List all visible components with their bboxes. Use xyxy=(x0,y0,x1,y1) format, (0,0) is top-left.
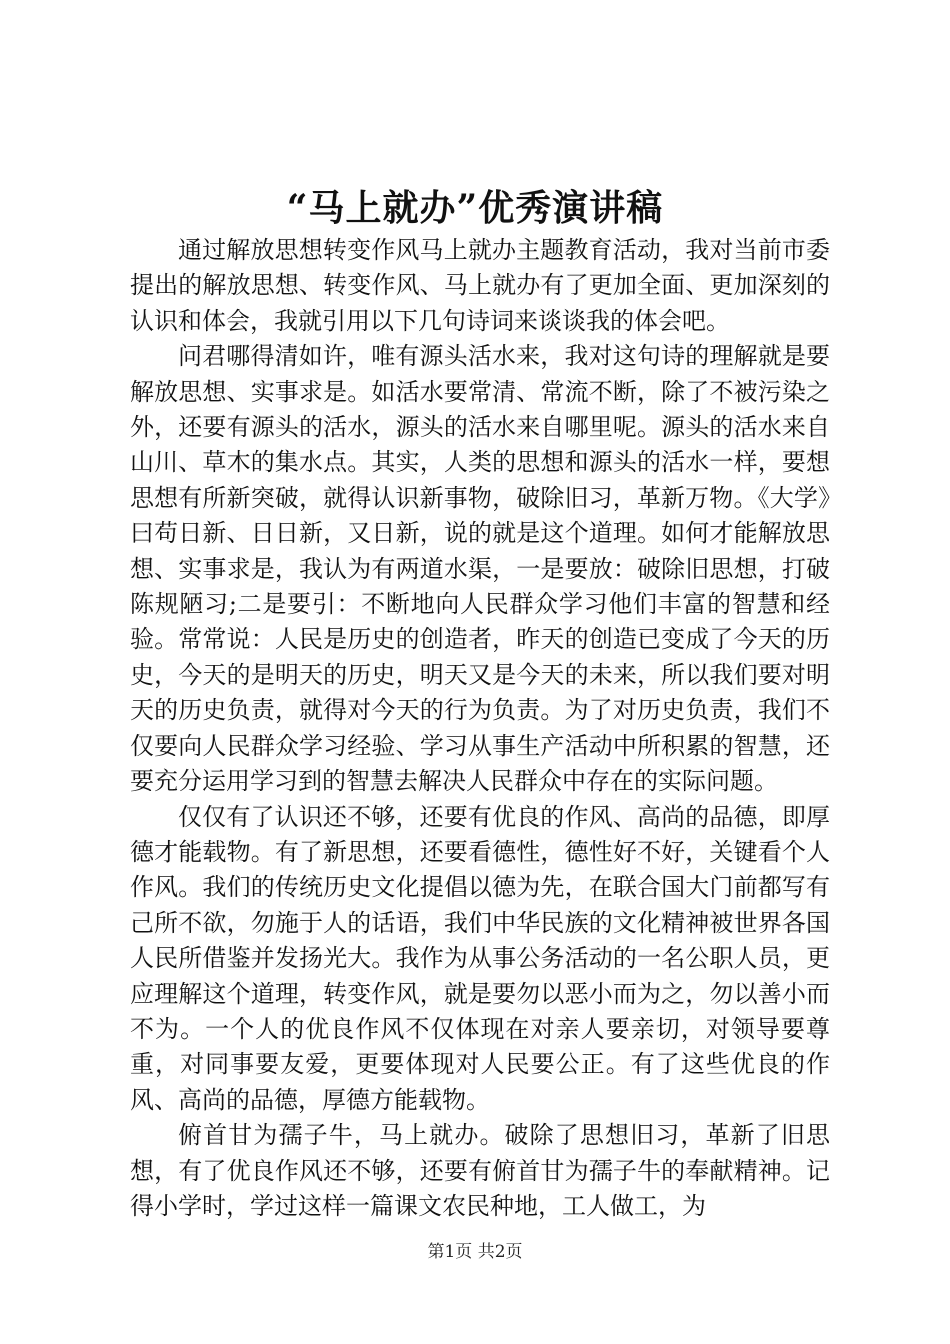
page-footer: 第1页 共2页 xyxy=(427,1242,523,1262)
paragraph-2: 问君哪得清如许，唯有源头活水来，我对这句诗的理解就是要解放思想、实事求是。如活水要常清、常流不断，除了不被污染之外，还要有源头的活水，源头的活水来自哪里呢。源头的活水来自山川、草木的集水点。其实，人类的思想和源头的活水一样，要想思想有所新突破，就得认识新事物，破除旧习，革新万物。《大学》曰苟日新、日日新，又日新，说的就是这个道理。如何才能解放思想、实事求是，我认为有两道水渠，一是要放：破除旧思想，打破陈规陋习;二是要引：不断地向人民群众学习他们丰富的智慧和经验。常常说：人民是历史的创造者，昨天的创造已变成了今天的历史，今天的是明天的历史，明天又是今天的未来，所以我们要对明天的历史负责，就得对今天的行为负责。为了对历史负责，我们不仅要向人民群众学习经验、学习从事生产活动中所积累的智慧，还要充分运用学习到的智慧去解决人民群众中存在的实际问题。 xyxy=(130,342,830,796)
document-body xyxy=(130,233,830,1224)
paragraph-4: 俯首甘为孺子牛，马上就办。破除了思想旧习，革新了旧思想，有了优良作风还不够，还要有俯首甘为孺子牛的奉献精神。记得小学时，学过这样一篇课文农民种地，工人做工，为 xyxy=(130,1121,830,1220)
page-title: “马上就办”优秀演讲稿 xyxy=(286,187,664,229)
paragraph-1: 通过解放思想转变作风马上就办主题教育活动，我对当前市委提出的解放思想、转变作风、马上就办有了更加全面、更加深刻的认识和体会，我就引用以下几句诗词来谈谈我的体会吧。 xyxy=(130,236,830,335)
paragraph-3: 仅仅有了认识还不够，还要有优良的作风、高尚的品德，即厚德才能载物。有了新思想，还要看德性，德性好不好，关键看个人作风。我们的传统历史文化提倡以德为先，在联合国大门前都写有己所不欲，勿施于人的话语，我们中华民族的文化精神被世界各国人民所借鉴并发扬光大。我作为从事公务活动的一名公职人员，更应理解这个道理，转变作风，就是要勿以恶小而为之，勿以善小而不为。一个人的优良作风不仅体现在对亲人要亲切，对领导要尊重，对同事要友爱，更要体现对人民要公正。有了这些优良的作风、高尚的品德，厚德方能载物。 xyxy=(130,802,830,1114)
